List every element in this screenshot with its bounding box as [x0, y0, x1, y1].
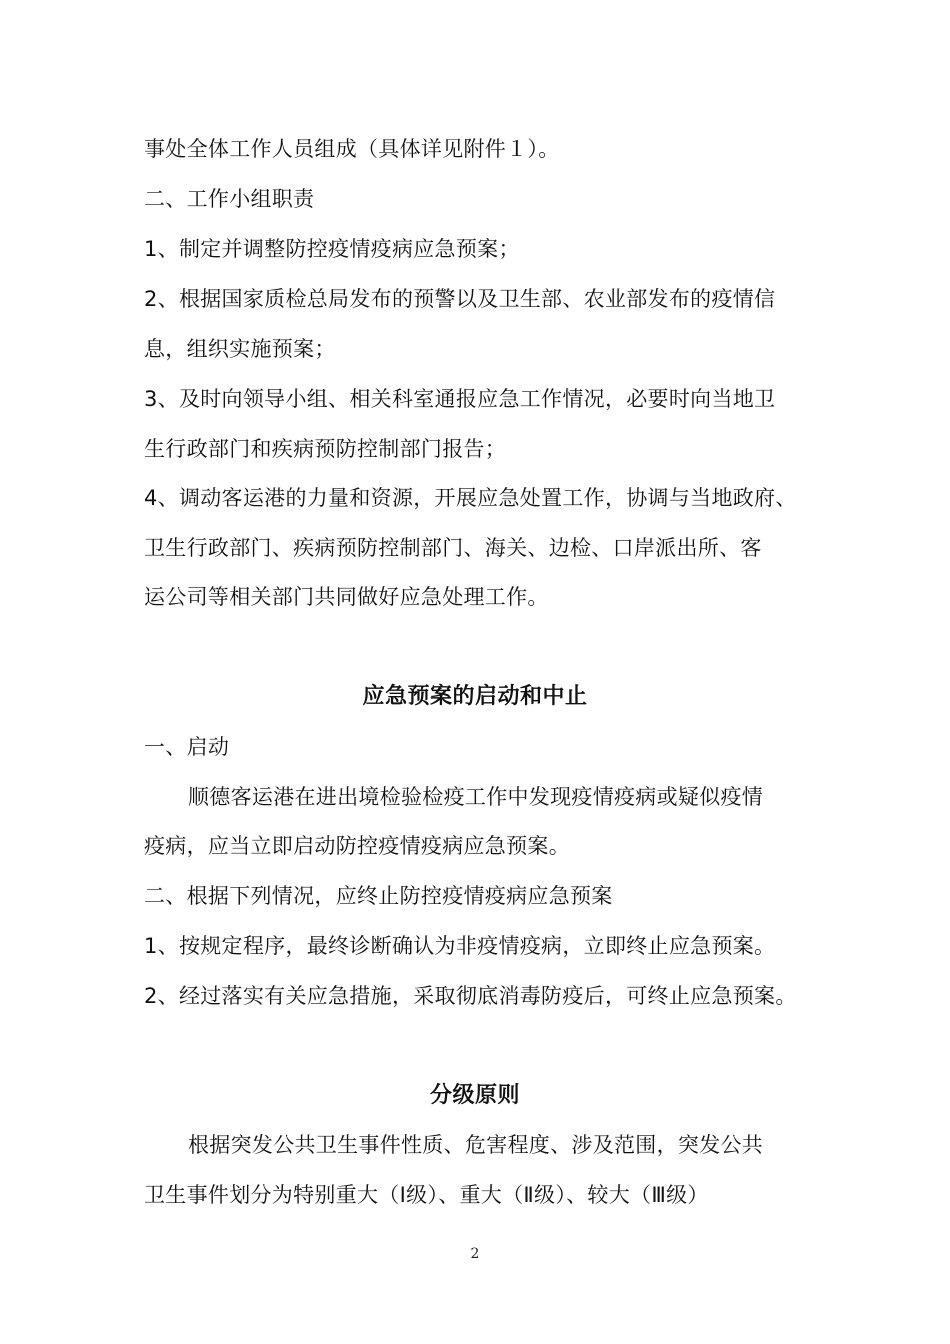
section-heading: 应急预案的启动和中止 [362, 684, 588, 709]
text-line: 根据突发公共卫生事件性质、危害程度、涉及范围，突发公共 [188, 1133, 764, 1157]
text-line: 1、制定并调整防控疫情疫病应急预案； [144, 237, 520, 261]
text-line: 2、根据国家质检总局发布的预警以及卫生部、农业部发布的疫情信 [144, 287, 776, 311]
text-line: 二、根据下列情况，应终止防控疫情疫病应急预案 [144, 884, 613, 908]
text-line: 二、工作小组职责 [144, 187, 315, 211]
text-line: 4、调动客运港的力量和资源，开展应急处置工作，协调与当地政府、 [144, 486, 797, 510]
text-line: 顺德客运港在进出境检验检疫工作中发现疫情疫病或疑似疫情 [188, 785, 764, 809]
text-line: 1、按规定程序，最终诊断确认为非疫情疫病，立即终止应急预案。 [144, 934, 776, 958]
text-line: 2、经过落实有关应急措施，采取彻底消毒防疫后，可终止应急预案。 [144, 984, 797, 1008]
page-number: 2 [470, 1246, 480, 1262]
text-line: 生行政部门和疾病预防控制部门报告； [144, 437, 507, 461]
section-heading: 分级原则 [429, 1083, 520, 1108]
text-line: 运公司等相关部门共同做好应急处理工作。 [144, 585, 549, 609]
text-line: 疫病，应当立即启动防控疫情疫病应急预案。 [144, 834, 570, 858]
text-line: 3、及时向领导小组、相关科室通报应急工作情况，必要时向当地卫 [144, 387, 776, 411]
text-line: 卫生行政部门、疾病预防控制部门、海关、边检、口岸派出所、客 [144, 536, 762, 560]
text-line: 一、启动 [144, 735, 230, 759]
text-line: 息，组织实施预案； [144, 337, 336, 361]
text-line: 事处全体工作人员组成（具体详见附件１）。 [144, 137, 560, 161]
text-line: 卫生事件划分为特别重大（Ⅰ级）、重大（Ⅱ级）、较大（Ⅲ级） [144, 1183, 709, 1207]
